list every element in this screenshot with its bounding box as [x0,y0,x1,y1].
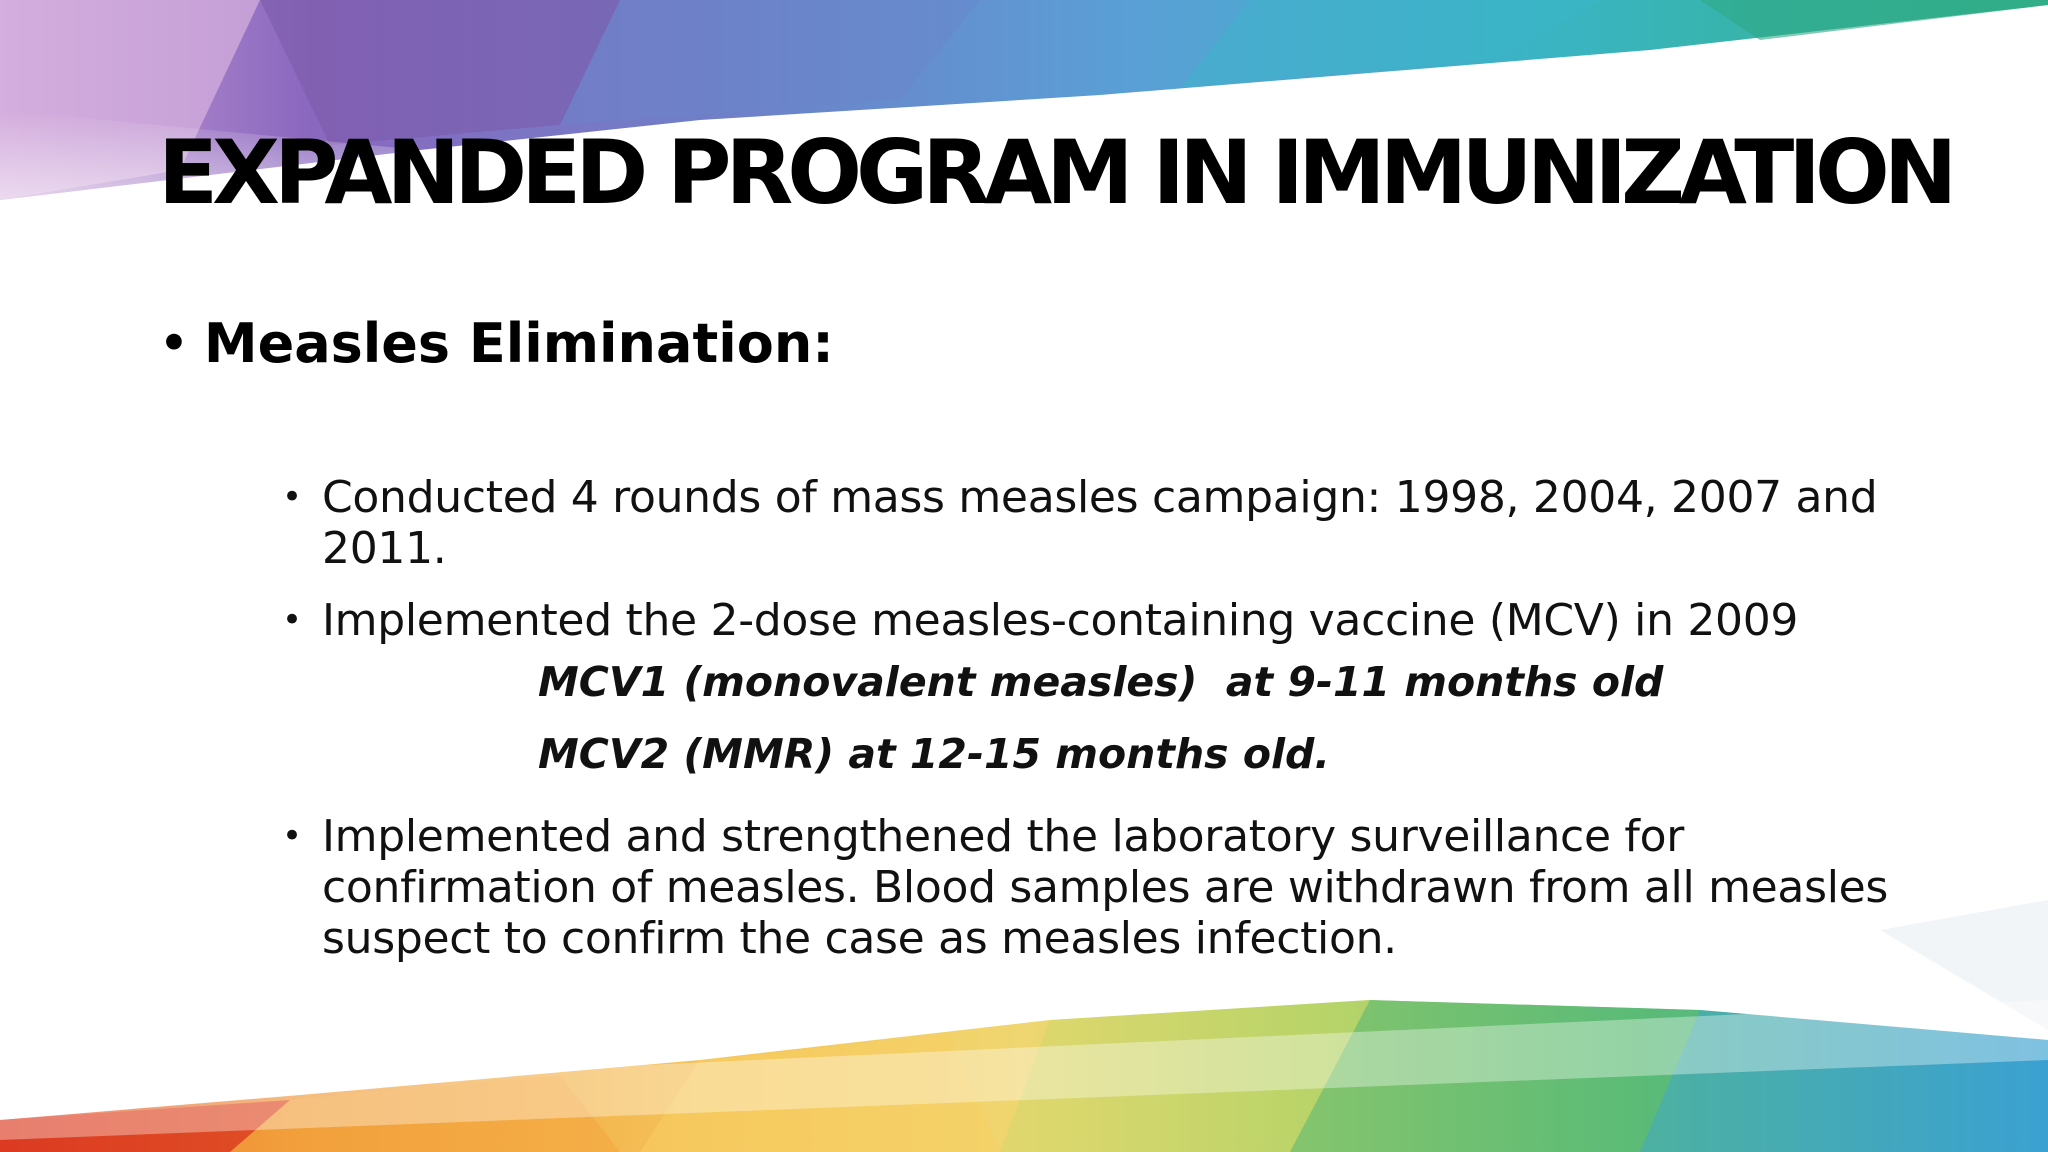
list-item [282,472,1902,574]
slide-title: EXPANDED PROGRAM IN IMMUNIZATION [158,121,1952,224]
list-item-text: Conducted 4 rounds of mass measles campaign: 1998, 2004, 2007 and 2011. [322,472,1878,574]
list-item-text: Implemented and strengthened the laboratory surveillance for confirmation of measles. Blood samples are withdrawn from all measles suspect to confirm the case as measles infection. [322,811,1889,964]
list-item [282,811,1902,964]
bullet-marker: • [282,477,302,517]
list-item-text: Implemented the 2-dose measles-containing vaccine (MCV) in 2009 [322,595,1799,646]
bullet-marker: • [282,816,302,856]
mcv1-line: MCV1 (monovalent measles) at 9-11 months old [538,658,1664,706]
bullet-marker: • [158,312,190,375]
main-bullet [158,308,1858,380]
list-item [282,595,1902,646]
mcv-schedule [282,646,1902,790]
main-bullet-text: Measles Elimination: [203,312,834,375]
sub-bullet-list [282,472,1902,964]
bullet-marker: • [282,600,302,640]
mcv2-line: MCV2 (MMR) at 12-15 months old. [538,730,1330,778]
